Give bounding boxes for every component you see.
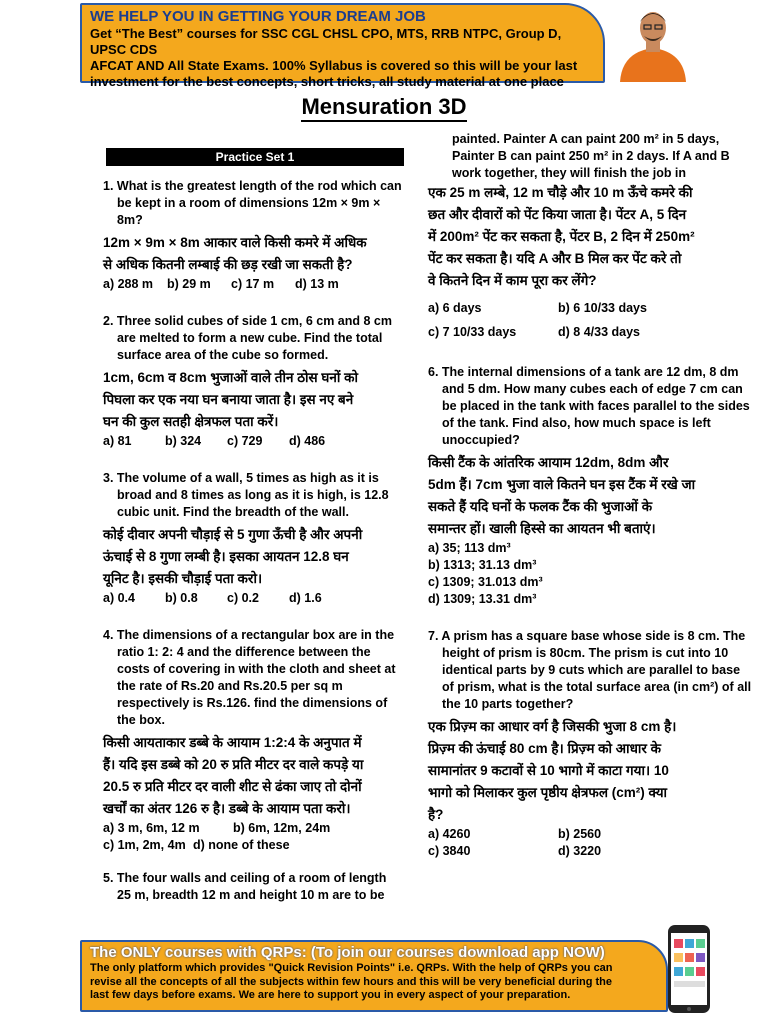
practice-set-heading: Practice Set 1 [106,148,404,166]
banner-line: investment for the best concepts, short tricks, all study material at one place [90,74,564,89]
question-2-en: 2. Three solid cubes of side 1 cm, 6 cm and 8 cm are melted to form a new cube. Find the total surface area of the cube so formed. [103,314,392,362]
question-5-hi: वे कितने दिन में काम पूरा कर लेंगे? [428,273,597,288]
top-promo-banner [80,3,605,89]
question-1-en: 1. What is the greatest length of the rod which can be kept in a room of dimensions 12m × 9m × 8m? [103,179,402,227]
question-6-hi: समान्तर हों। खाली हिस्से का आयतन भी बताएं। [428,521,656,536]
question-1-options: a) 288 m b) 29 m c) 17 m d) 13 m [103,277,339,291]
question-6-hi: 5dm हैं। 7cm भुजा वाले कितने घन इस टैंक में रखे जा [428,477,696,492]
question-6-option-c: c) 1309; 31.013 dm³ [428,575,543,589]
question-7-hi: सामानांतर 9 कटावों से 10 भागो में काटा गया। 10 [428,763,669,778]
question-4-options: c) 1m, 2m, 4m d) none of these [103,838,290,852]
question-4-options: a) 3 m, 6m, 12 m b) 6m, 12m, 24m [103,821,331,835]
right-column [428,131,754,860]
phone-app-icon [666,923,712,1015]
banner-line: The only platform which provides "Quick Revision Points" i.e. QRPs. With the help of QRPs you can [90,962,613,974]
question-2-hi: 1cm, 6cm व 8cm भुजाओं वाले तीन ठोस घनों को [103,370,359,385]
bottom-promo-banner [80,940,668,1012]
question-1-hi: से अधिक कितनी लम्बाई की छड़ रखी जा सकती है? [103,257,353,272]
question-3-hi: यूनिट है। इसकी चौड़ाई पता करो। [103,571,263,586]
question-5-options: c) 7 10/33 days d) 8 4/33 days [428,325,640,339]
question-7-hi: एक प्रिज़्म का आधार वर्ग है जिसकी भुजा 8 cm है। [428,719,677,734]
question-3-hi: कोई दीवार अपनी चौड़ाई से 5 गुणा ऊँची है और अपनी [103,527,363,542]
question-3-en: 3. The volume of a wall, 5 times as high as it is broad and 8 times as long as it is high, is 12.8 cubic unit. Find the breadth of the wall. [103,471,389,519]
question-7-options: c) 3840 d) 3220 [428,844,602,858]
question-7-hi: भागो को मिलाकर कुल पृष्ठीय क्षेत्रफल (cm²) क्या [428,785,668,800]
banner-line: Get “The Best” courses for SSC CGL CHSL CPO, MTS, RRB NTPC, Group D, UPSC CDS [90,26,562,57]
banner-headline: The ONLY courses with QRPs: (To join our courses download app NOW) [90,944,605,961]
banner-line: AFCAT AND All State Exams. 100% Syllabus is covered so this will be your last [90,58,578,73]
banner-line: last few days before exams. We are here to support you in every aspect of your preparation. [90,989,571,1001]
page-title: Mensuration 3D [0,94,768,120]
question-5-en-continued: painted. Painter A can paint 200 m² in 5 days, Painter B can paint 250 m² in 2 days. If A and B work together, they will finish the job in [452,132,730,180]
question-6-hi: किसी टैंक के आंतरिक आयाम 12dm, 8dm और [428,455,669,470]
question-4-en: 4. The dimensions of a rectangular box are in the ratio 1: 2: 4 and the difference between the costs of covering in with the cloth and sheet at the rate of Rs.20 and Rs.20.5 per sq m respectively is Rs.126. find the dimensions of the box. [103,628,396,727]
question-1-hi: 12m × 9m × 8m आकार वाले किसी कमरे में अधिक [103,235,367,250]
question-2-hi: पिघला कर एक नया घन बनाया जाता है। इस नए बने [103,392,354,407]
question-5-hi: एक 25 m लम्बे, 12 m चौड़े और 10 m ऊँचे कमरे की [428,185,693,200]
question-6-option-a: a) 35; 113 dm³ [428,541,511,555]
question-5-hi: में 200m² पेंट कर सकता है, पेंटर B, 2 दिन में 250m² [428,229,695,244]
banner-headline: WE HELP YOU IN GETTING YOUR DREAM JOB [90,8,426,25]
question-2-hi: घन की कुल सतही क्षेत्रफल पता करें। [103,414,279,429]
question-6-option-b: b) 1313; 31.13 dm³ [428,558,537,572]
question-4-hi: 20.5 रु प्रति मीटर दर वाली शीट से ढंका जाए तो दोनों [103,779,362,794]
question-2-options: a) 81 b) 324 c) 729 d) 486 [103,434,326,448]
question-5-hi: छत और दीवारों को पेंट किया जाता है। पेंटर A, 5 दिन [428,207,687,222]
question-6-option-d: d) 1309; 13.31 dm³ [428,592,537,606]
question-7-en: 7. A prism has a square base whose side is 8 cm. The height of prism is 80cm. The prism is cut into 10 identical parts by 9 cuts which are parallel to base of prism, what is the total surface area (in cm²) of all the 10 parts together? [428,629,752,711]
question-5-en: 5. The four walls and ceiling of a room of length 25 m, breadth 12 m and height 10 m are to be [103,871,387,902]
question-4-hi: हैं। यदि इस डब्बे को 20 रु प्रति मीटर दर वाले कपड़े या [103,757,364,772]
question-3-options: a) 0.4 b) 0.8 c) 0.2 d) 1.6 [103,591,322,605]
instructor-photo [612,0,694,82]
left-column [103,148,403,904]
question-7-hi: प्रिज़्म की ऊंचाई 80 cm है। प्रिज़्म को आधार के [428,741,662,756]
question-7-options: a) 4260 b) 2560 [428,827,602,841]
banner-line: revise all the concepts of all the subjects within few hours and this will be very beneficial during the [90,975,613,988]
question-4-hi: खर्चों का अंतर 126 रु है। डब्बे के आयाम पता करो। [103,801,351,816]
question-4-hi: किसी आयताकार डब्बे के आयाम 1:2:4 के अनुपात में [103,735,362,750]
question-6-hi: सकते हैं यदि घनों के फलक टैंक की भुजाओं के [428,499,653,514]
question-5-hi: पेंट कर सकता है। यदि A और B मिल कर पेंट करे तो [428,251,682,266]
question-7-hi: है? [428,807,444,822]
question-5-options: a) 6 days b) 6 10/33 days [428,301,647,315]
question-6-en: 6. The internal dimensions of a tank are 12 dm, 8 dm and 5 dm. How many cubes each of edge 7 cm can be placed in the tank with faces parallel to the sides of the tank. Find also, how much space is left unoccupied? [428,365,750,447]
question-3-hi: ऊंचाई से 8 गुणा लम्बी है। इसका आयतन 12.8 घन [103,549,349,564]
